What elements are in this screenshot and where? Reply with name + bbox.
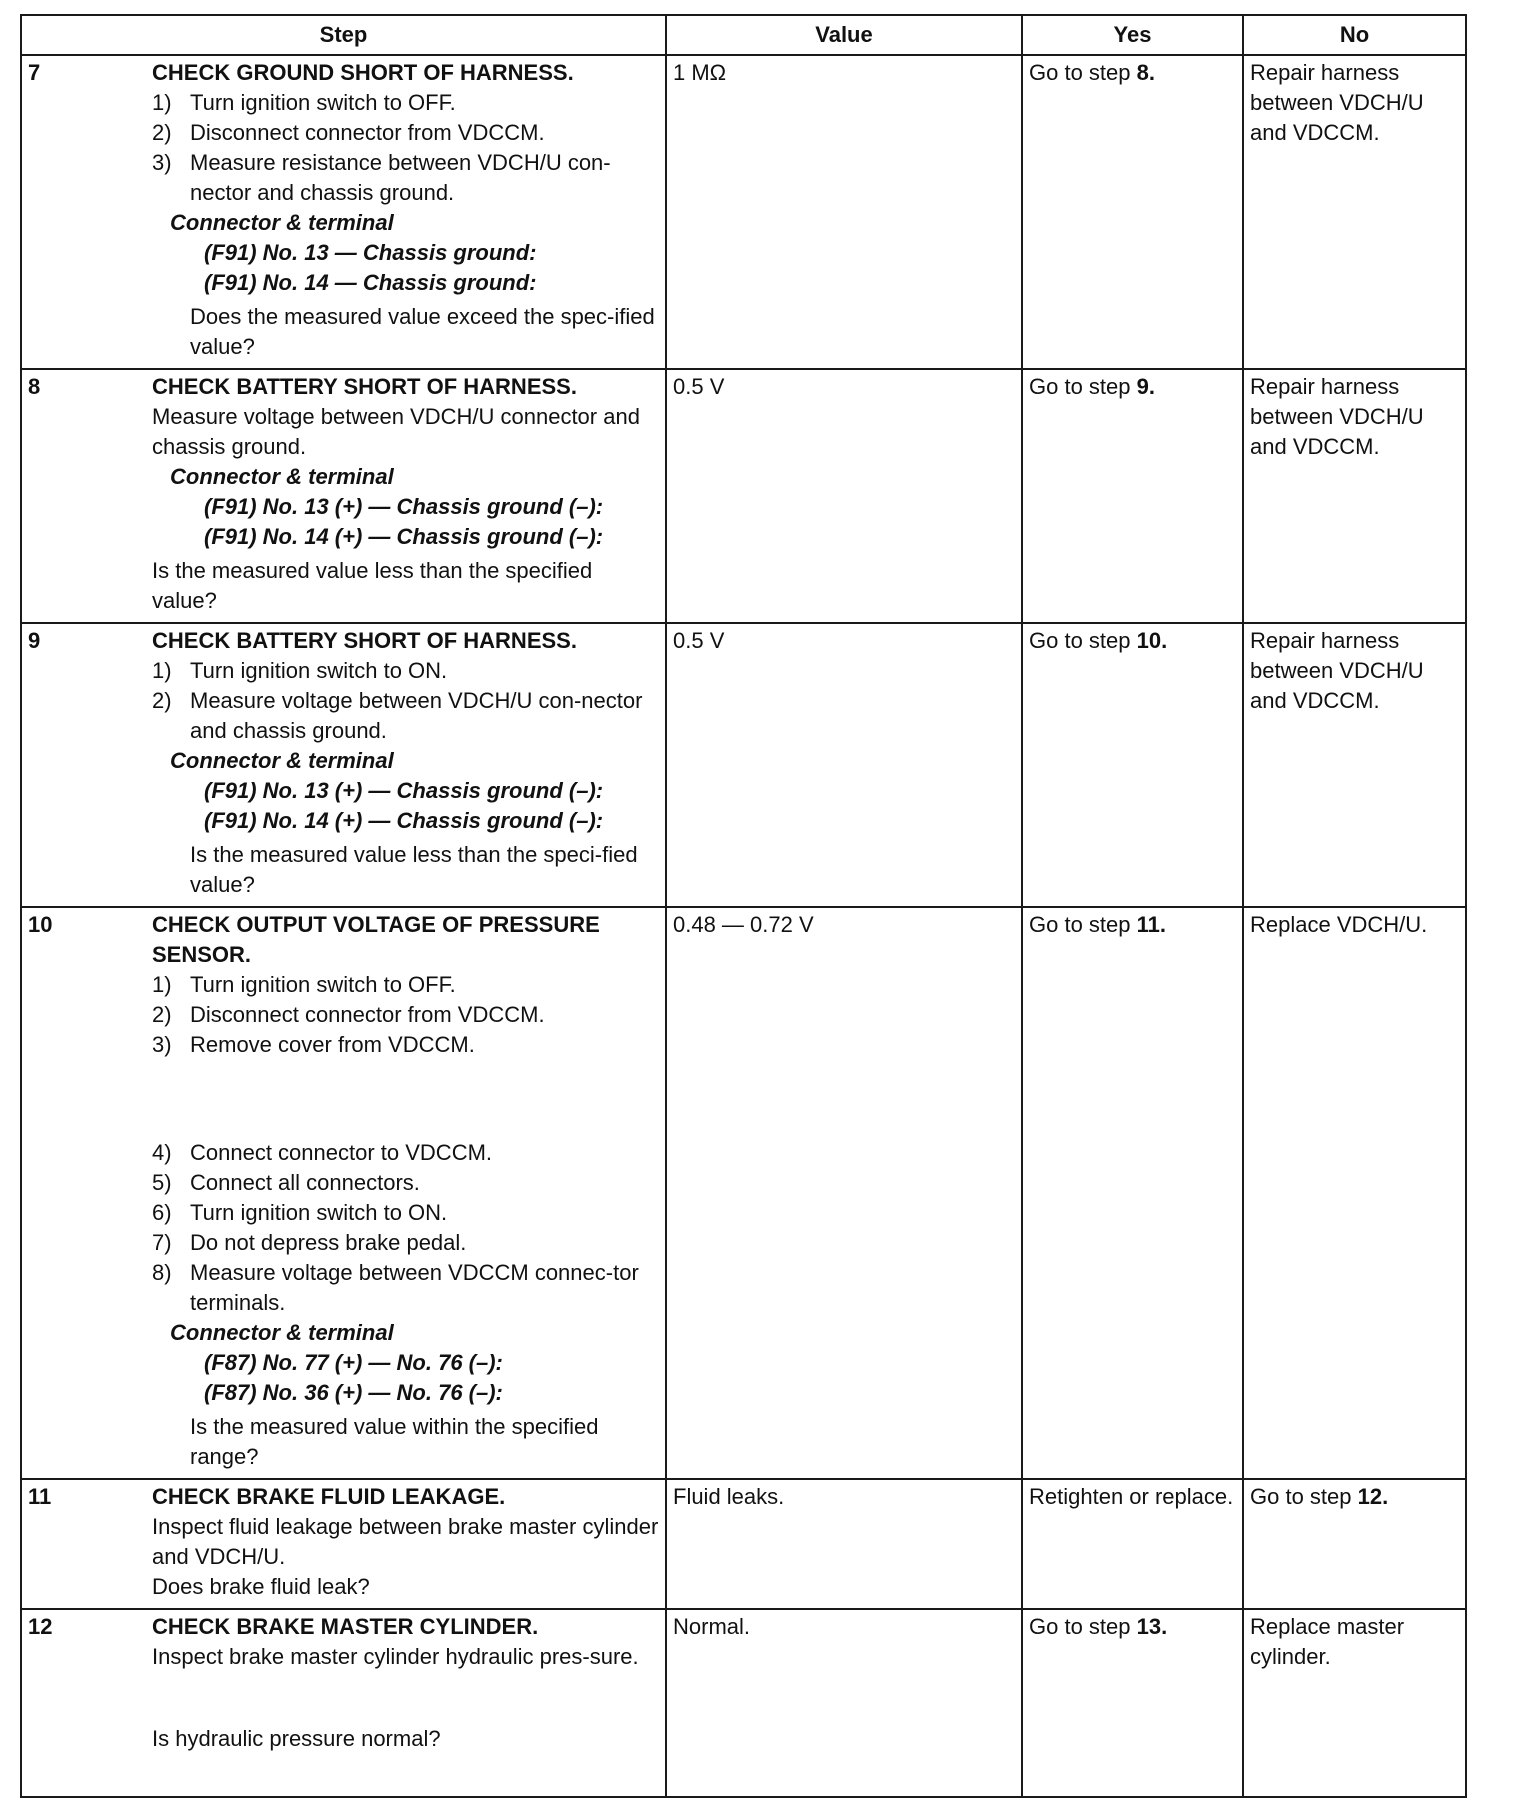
header-value: Value: [666, 15, 1022, 55]
step-question: Is the measured value within the specified range?: [190, 1414, 599, 1469]
header-no: No: [1243, 15, 1466, 55]
substep: 2) Disconnect connector from VDCCM.: [152, 1002, 545, 1027]
connector-terminal-heading: Connector & terminal: [170, 1320, 394, 1345]
step-question: Does brake fluid leak?: [152, 1574, 370, 1599]
substep: 1) Turn ignition switch to OFF.: [152, 90, 456, 115]
yes-cell: Go to step 8.: [1022, 55, 1243, 369]
connector-terminal-item: (F87) No. 36 (+) — No. 76 (–):: [204, 1380, 503, 1405]
step-title: CHECK BRAKE MASTER CYLINDER.: [152, 1614, 539, 1639]
substep: 3) Measure resistance between VDCH/U con-nector and chassis ground.: [152, 150, 611, 205]
step-title: CHECK BATTERY SHORT OF HARNESS.: [152, 628, 577, 653]
step-cell: [21, 55, 666, 369]
substep: 1) Turn ignition switch to OFF.: [152, 972, 456, 997]
connector-terminal-item: (F91) No. 13 — Chassis ground:: [204, 240, 537, 265]
no-cell: Go to step 12.: [1243, 1479, 1466, 1609]
header-step: Step: [21, 15, 666, 55]
step-cell: [21, 369, 666, 623]
header-yes: Yes: [1022, 15, 1243, 55]
substep: 2) Measure voltage between VDCH/U con-nector and chassis ground.: [152, 688, 643, 743]
yes-cell: Go to step 9.: [1022, 369, 1243, 623]
substep: 6) Turn ignition switch to ON.: [152, 1200, 448, 1225]
table-row: [21, 907, 1466, 1479]
table-row: [21, 55, 1466, 369]
no-cell: Repair harness between VDCH/U and VDCCM.: [1243, 55, 1466, 369]
step-title: CHECK OUTPUT VOLTAGE OF PRESSURE SENSOR.: [152, 912, 600, 967]
step-question: Is hydraulic pressure normal?: [152, 1726, 441, 1751]
no-cell: Replace master cylinder.: [1243, 1609, 1466, 1797]
value-cell: 1 MΩ: [666, 55, 1022, 369]
step-question: Does the measured value exceed the spec-ified value?: [190, 304, 655, 359]
connector-terminal-item: (F91) No. 14 (+) — Chassis ground (–):: [204, 808, 604, 833]
connector-terminal-item: (F87) No. 77 (+) — No. 76 (–):: [204, 1350, 503, 1375]
table-row: [21, 1479, 1466, 1609]
yes-cell: Go to step 10.: [1022, 623, 1243, 907]
substep: 1) Turn ignition switch to ON.: [152, 658, 448, 683]
step-cell: [21, 623, 666, 907]
value-cell: 0.5 V: [666, 623, 1022, 907]
diagnostic-table: [20, 14, 1467, 1798]
value-cell: 0.5 V: [666, 369, 1022, 623]
substep: 4) Connect connector to VDCCM.: [152, 1140, 493, 1165]
table-row: [21, 1609, 1466, 1797]
value-cell: 0.48 — 0.72 V: [666, 907, 1022, 1479]
table-row: [21, 369, 1466, 623]
step-instruction: Inspect fluid leakage between brake master cylinder and VDCH/U.: [152, 1514, 659, 1569]
step-number: 12: [28, 1614, 53, 1639]
yes-cell: Go to step 11.: [1022, 907, 1243, 1479]
no-cell: Repair harness between VDCH/U and VDCCM.: [1243, 623, 1466, 907]
value-cell: Fluid leaks.: [666, 1479, 1022, 1609]
step-number: 8: [28, 374, 41, 399]
step-number: 9: [28, 628, 41, 653]
value-cell: Normal.: [666, 1609, 1022, 1797]
connector-terminal-item: (F91) No. 13 (+) — Chassis ground (–):: [204, 778, 604, 803]
connector-terminal-heading: Connector & terminal: [170, 210, 394, 235]
no-cell: Repair harness between VDCH/U and VDCCM.: [1243, 369, 1466, 623]
yes-cell: Go to step 13.: [1022, 1609, 1243, 1797]
connector-terminal-item: (F91) No. 13 (+) — Chassis ground (–):: [204, 494, 604, 519]
yes-cell: Retighten or replace.: [1022, 1479, 1243, 1609]
connector-terminal-item: (F91) No. 14 (+) — Chassis ground (–):: [204, 524, 604, 549]
step-title: CHECK GROUND SHORT OF HARNESS.: [152, 60, 574, 85]
step-number: 10: [28, 912, 53, 937]
substep: 2) Disconnect connector from VDCCM.: [152, 120, 545, 145]
no-cell: Replace VDCH/U.: [1243, 907, 1466, 1479]
step-question: Is the measured value less than the speci-fied value?: [190, 842, 638, 897]
step-title: CHECK BRAKE FLUID LEAKAGE.: [152, 1484, 506, 1509]
step-cell: [21, 907, 666, 1479]
step-cell: [21, 1609, 666, 1797]
table-row: [21, 623, 1466, 907]
connector-terminal-heading: Connector & terminal: [170, 464, 394, 489]
connector-terminal-heading: Connector & terminal: [170, 748, 394, 773]
step-cell: [21, 1479, 666, 1609]
step-number: 11: [28, 1484, 52, 1509]
step-instruction: Measure voltage between VDCH/U connector and chassis ground.: [152, 404, 640, 459]
substep: 5) Connect all connectors.: [152, 1170, 420, 1195]
step-title: CHECK BATTERY SHORT OF HARNESS.: [152, 374, 577, 399]
step-question: Is the measured value less than the specified value?: [152, 558, 593, 613]
substep: 3) Remove cover from VDCCM.: [152, 1032, 475, 1057]
substep: 8) Measure voltage between VDCCM connec-tor terminals.: [152, 1260, 639, 1315]
substep: 7) Do not depress brake pedal.: [152, 1230, 467, 1255]
step-number: 7: [28, 60, 41, 85]
connector-terminal-item: (F91) No. 14 — Chassis ground:: [204, 270, 537, 295]
step-instruction: Inspect brake master cylinder hydraulic pres-sure.: [152, 1644, 639, 1669]
header-row: [21, 15, 1466, 55]
